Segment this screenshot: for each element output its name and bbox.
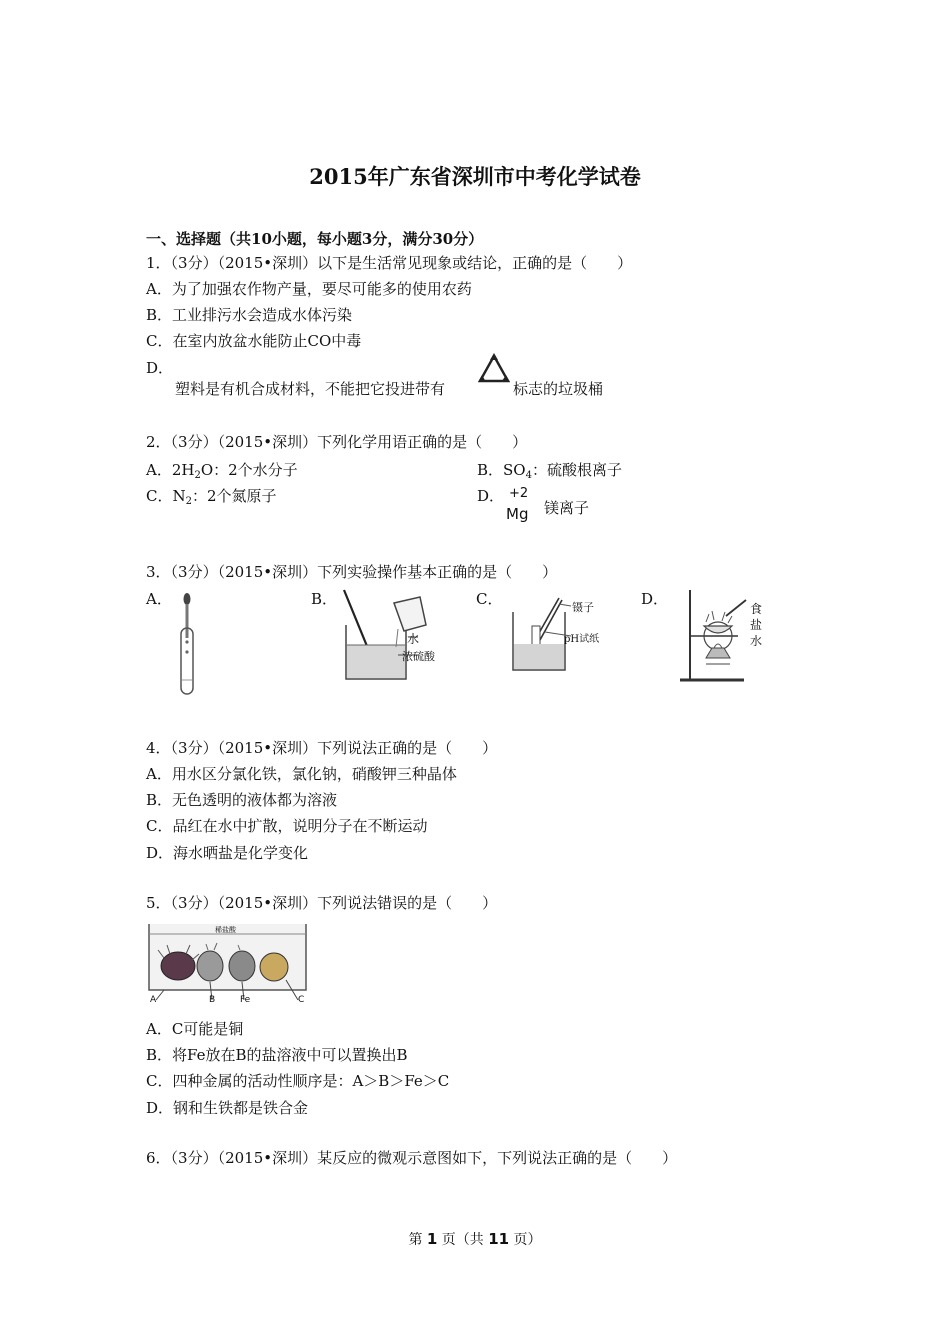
q3-option-a-label: A． <box>146 590 172 608</box>
q4-option-b: B．无色透明的液体都为溶液 <box>146 791 338 809</box>
q1-option-a: A．为了加强农作物产量，要尽可能多的使用农药 <box>146 280 472 298</box>
q1-option-d-text1: 塑料是有机合成材料，不能把它投进带有 <box>175 380 446 398</box>
q2-c-formula: N <box>172 487 186 505</box>
q6-stem: 6．（3分）（2015•深圳）某反应的微观示意图如下，下列说法正确的是（ ） <box>146 1149 678 1167</box>
q3-c-paper-label: pH试纸 <box>564 634 600 645</box>
footer-total-pages: 11 <box>488 1230 510 1248</box>
page-footer <box>0 1229 950 1249</box>
q3-option-b-label: B． <box>311 590 338 608</box>
footer-post: 页） <box>509 1232 542 1248</box>
q2-d-symbol: Mg <box>506 505 529 523</box>
q3-d-salt-char1: 食 <box>750 602 763 616</box>
q2-option-d-text: 镁离子 <box>544 499 590 517</box>
q5-stem: 5．（3分）（2015•深圳）下列说法错误的是（ ） <box>146 894 498 912</box>
q3-b-acid-label: 浓硫酸 <box>402 650 435 663</box>
dilution-figure <box>338 585 463 685</box>
q2-stem: 2．（3分）（2015•深圳）下列化学用语正确的是（ ） <box>146 433 528 451</box>
q2-a-formula: 2H <box>171 461 195 479</box>
q2-b-text: ：硫酸根离子 <box>531 461 622 479</box>
q2-c-subscript: 2 <box>185 496 192 507</box>
q3-d-salt-label <box>750 601 764 649</box>
q3-option-c-label: C． <box>476 590 503 608</box>
q4-option-c: C．品红在水中扩散，说明分子在不断运动 <box>146 817 428 835</box>
q2-b-formula: SO <box>503 461 526 479</box>
q1-option-c: C．在室内放盆水能防止CO中毒 <box>146 332 362 350</box>
q2-b-label: B． <box>477 461 504 479</box>
q3-b-water-label: 水 <box>407 632 420 646</box>
q2-d-charge: +2 <box>509 486 529 501</box>
footer-pre: 第 <box>408 1232 427 1248</box>
q2-option-d-label: D． <box>477 487 505 505</box>
q4-option-a: A．用水区分氯化铁，氯化钠，硝酸钾三种晶体 <box>146 765 457 783</box>
q1-stem: 1．（3分）（2015•深圳）以下是生活常见现象或结论，正确的是（ ） <box>146 254 633 272</box>
q1-option-b: B．工业排污水会造成水体污染 <box>146 306 353 324</box>
q5-option-a: A．C可能是铜 <box>146 1020 244 1038</box>
q4-stem: 4．（3分）（2015•深圳）下列说法正确的是（ ） <box>146 739 498 757</box>
q5-fig-label-a: A <box>150 995 157 1005</box>
q2-option-b <box>477 459 622 481</box>
q2-c-text: ：2个氮原子 <box>191 487 277 505</box>
q5-option-d: D．钢和生铁都是铁合金 <box>146 1099 309 1117</box>
section-heading: 一、选择题（共10小题，每小题3分，满分30分） <box>146 230 484 248</box>
q2-option-a <box>146 459 298 481</box>
q1-option-d-text2: 标志的垃圾桶 <box>513 380 604 398</box>
q5-fig-label-c: C <box>298 995 305 1005</box>
q3-stem: 3．（3分）（2015•深圳）下列实验操作基本正确的是（ ） <box>146 563 558 581</box>
q1-option-d-label: D． <box>146 359 174 377</box>
page-title: 2015年广东省深圳市中考化学试卷 <box>309 164 641 189</box>
q2-a-label: A． <box>146 461 172 479</box>
q2-c-label: C． <box>146 487 173 505</box>
footer-mid: 页（共 <box>437 1232 489 1248</box>
recycle-icon <box>477 353 511 389</box>
q3-d-salt-char3: 水 <box>750 634 763 648</box>
q5-fig-label-b: B <box>209 995 216 1005</box>
q2-a-text: O：2个水分子 <box>200 461 298 479</box>
q5-option-c: C．四种金属的活动性顺序是：A＞B＞Fe＞C <box>146 1072 450 1090</box>
q2-option-c <box>146 485 277 507</box>
q3-c-tweezers-label: 镊子 <box>572 601 594 614</box>
q2-a-subscript: 2 <box>194 470 201 481</box>
q2-b-subscript: 4 <box>525 470 532 481</box>
q5-fig-label-fe: Fe <box>240 995 251 1005</box>
footer-page-number: 1 <box>426 1230 438 1248</box>
q3-d-salt-char2: 盐 <box>750 618 763 632</box>
q3-option-d-label: D． <box>641 590 669 608</box>
q4-option-d: D．海水晒盐是化学变化 <box>146 844 309 862</box>
test-tube-dropper-figure <box>172 590 202 700</box>
q5-option-b: B．将Fe放在B的盐溶液中可以置换出B <box>146 1046 408 1064</box>
q5-fig-acid-label: 稀盐酸 <box>215 926 236 934</box>
